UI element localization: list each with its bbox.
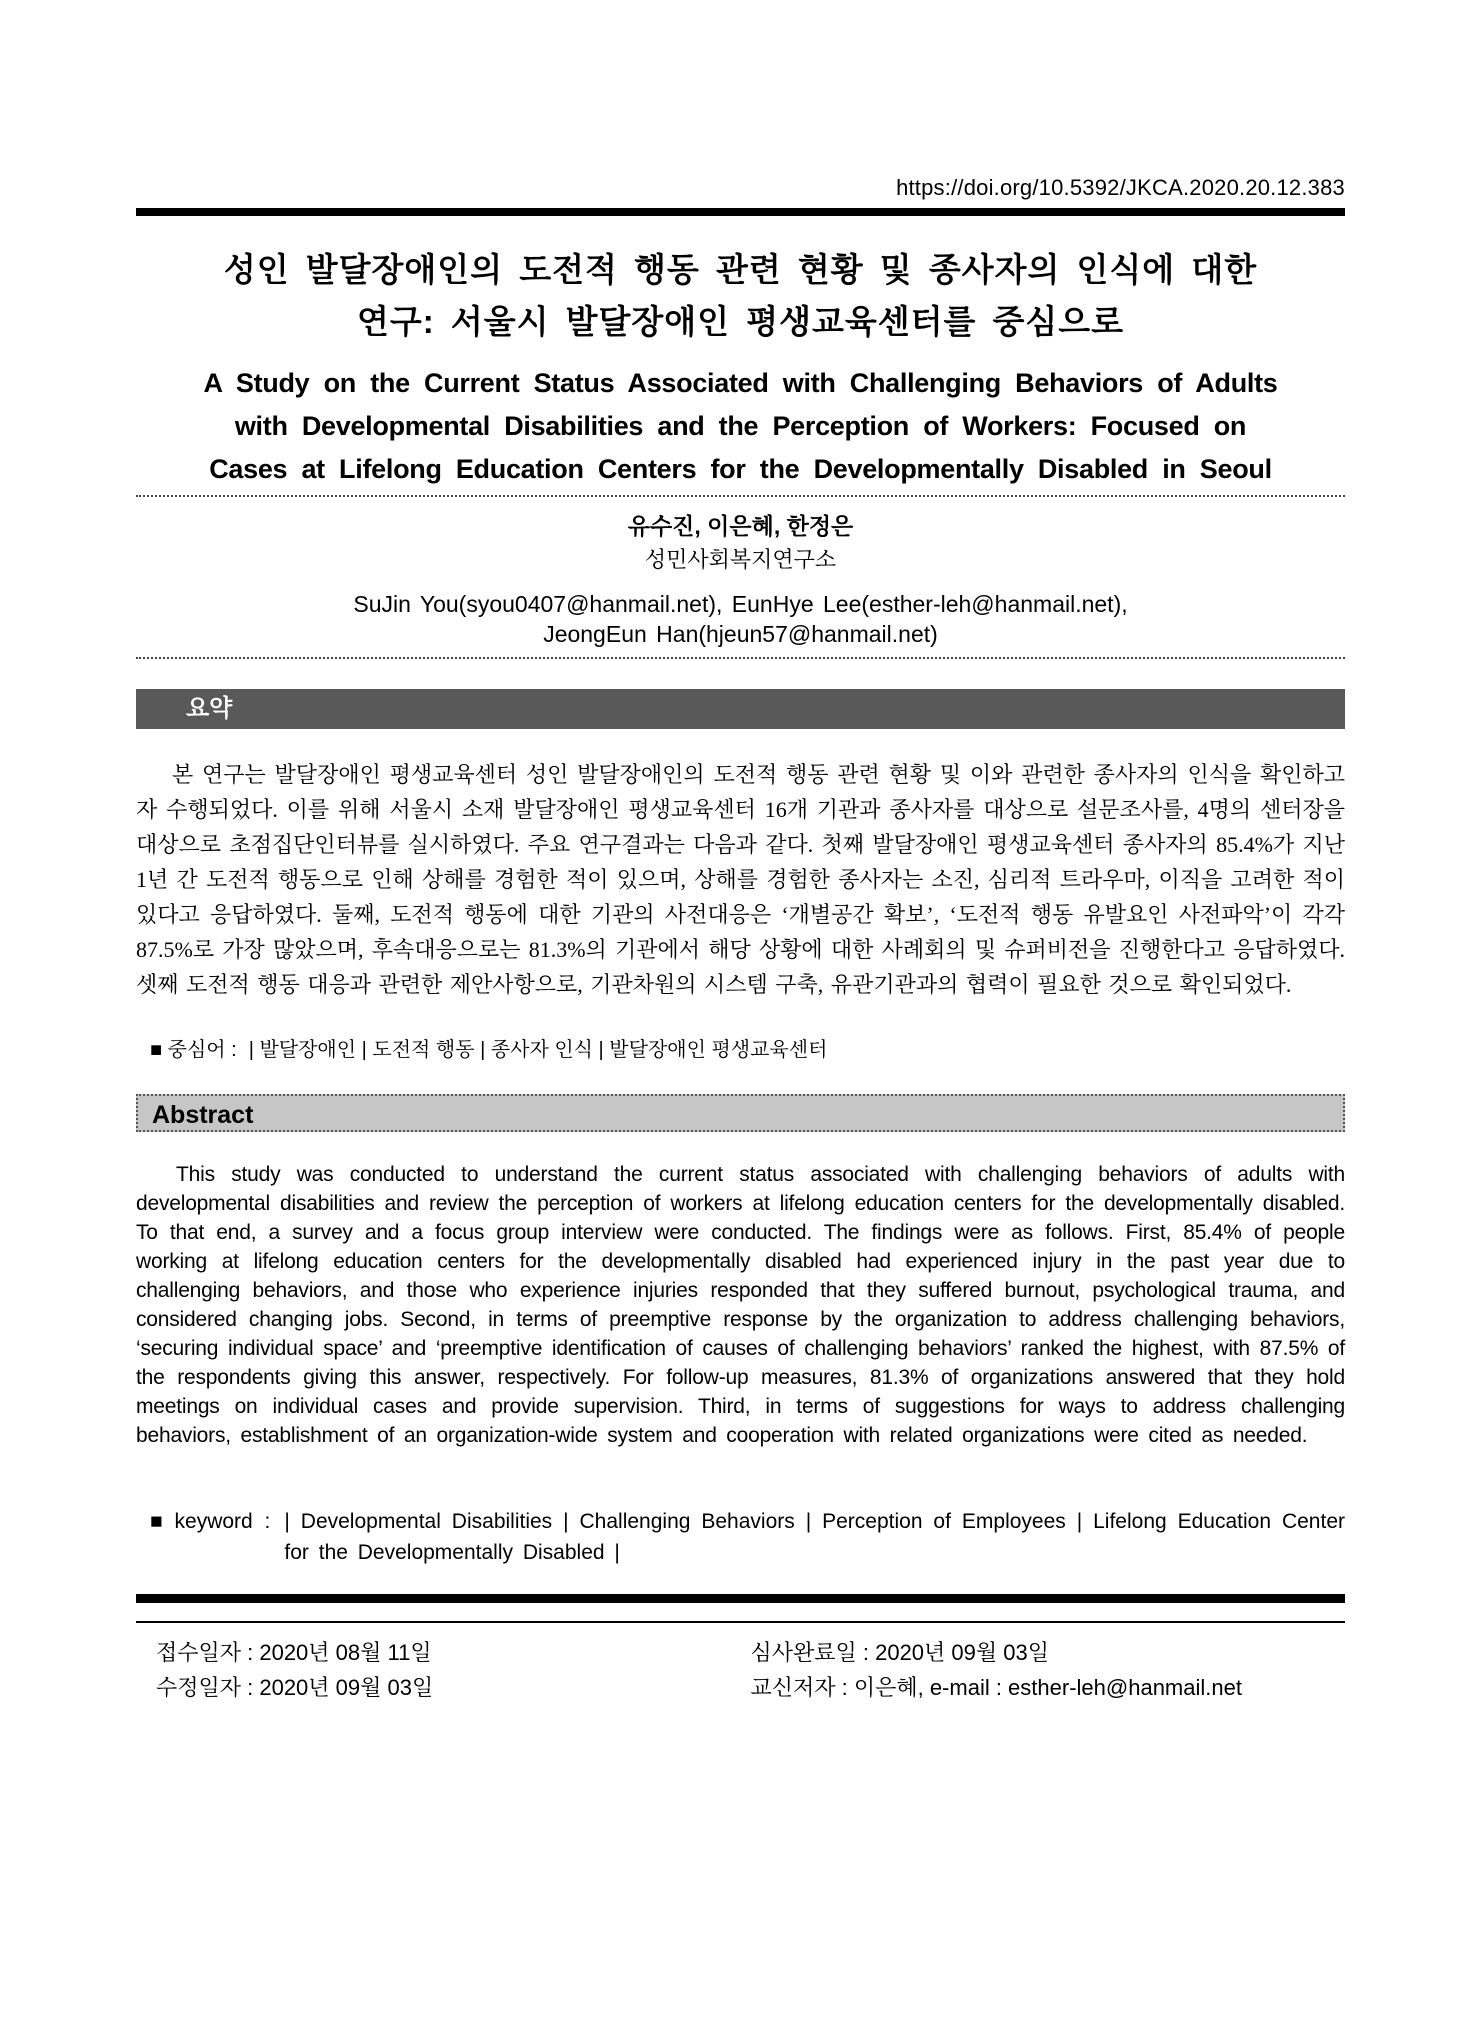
- header-rule: [136, 208, 1345, 216]
- doi-link[interactable]: https://doi.org/10.5392/JKCA.2020.20.12.383: [896, 175, 1345, 200]
- received-date: 접수일자 : 2020년 08월 11일: [156, 1640, 432, 1665]
- summary-heading: 요약: [186, 695, 233, 722]
- abstract-keywords-label: ■ keyword :: [150, 1510, 271, 1533]
- abstract-section-header: [136, 1094, 1345, 1132]
- paper-title-english-line2: with Developmental Disabilities and the Perception of Workers: Focused on: [234, 411, 1247, 441]
- paper-title-korean-line1: 성인 발달장애인의 도전적 행동 관련 현황 및 종사자의 인식에 대한: [223, 251, 1258, 288]
- paper-title-korean: [136, 244, 1345, 348]
- paper-content: [136, 176, 1345, 1705]
- paper-title-korean-line2: 연구: 서울시 발달장애인 평생교육센터를 중심으로: [356, 303, 1125, 340]
- authors-english-line2: JeongEun Han(hjeun57@hanmail.net): [543, 621, 938, 647]
- authors-english-emails: [136, 589, 1345, 649]
- abstract-keywords-text: | Developmental Disabilities | Challenging Behaviors | Perception of Employees | Lifelong Education Center for the Developmentally Disabled |: [284, 1510, 1345, 1564]
- revised-date: 수정일자 : 2020년 09월 03일: [156, 1675, 434, 1700]
- abstract-keywords-row: [150, 1506, 1345, 1568]
- authors-korean: 유수진, 이은혜, 한정은: [627, 513, 854, 539]
- summary-body: 본 연구는 발달장애인 평생교육센터 성인 발달장애인의 도전적 행동 관련 현황 및 이와 관련한 종사자의 인식을 확인하고자 수행되었다. 이를 위해 서울시 소재 발달장애인 평생교육센터 16개 기관과 종사자를 대상으로 설문조사를, 4명의 센터장을 대상으로 초점집단인터뷰를 실시하였다. 주요 연구결과는 다음과 같다. 첫째 발달장애인 평생교육센터 종사자의 85.4%가 지난 1년 간 도전적 행동으로 인해 상해를 경험한 적이 있으며, 상해를 경험한 종사자는 소진, 심리적 트라우마, 이직을 고려한 적이 있다고 응답하였다. 둘째, 도전적 행동에 대한 기관의 사전대응은 ‘개별공간 확보’, ‘도전적 행동 유발요인 사전파악’이 각각 87.5%로 가장 많았으며, 후속대응으로는 81.3%의 기관에서 해당 상황에 대한 사례회의 및 슈퍼비전을 진행한다고 응답하였다. 셋째 도전적 행동 대응과 관련한 제안사항으로, 기관차원의 시스템 구축, 유관기관과의 협력이 필요한 것으로 확인되었다.: [136, 762, 1345, 997]
- summary-keywords-text: | 발달장애인 | 도전적 행동 | 종사자 인식 | 발달장애인 평생교육센터: [248, 1039, 828, 1061]
- affiliation: 성민사회복지연구소: [644, 547, 837, 572]
- review-completed-date: 심사완료일 : 2020년 09월 03일: [750, 1640, 1049, 1665]
- footer-rule-thick: [136, 1594, 1345, 1603]
- title-separator-dotted: [136, 495, 1345, 497]
- summary-section-header: [136, 689, 1345, 729]
- paper-title-english: [136, 362, 1345, 491]
- authors-separator-dotted: [136, 657, 1345, 659]
- paper-title-english-line3: Cases at Lifelong Education Centers for the Developmentally Disabled in Seoul: [209, 454, 1272, 484]
- authors-english-line1: SuJin You(syou0407@hanmail.net), EunHye Lee(esther-leh@hanmail.net),: [353, 591, 1128, 617]
- summary-keywords-row: [150, 1036, 1345, 1064]
- summary-keywords-label: ■ 중심어 :: [150, 1039, 237, 1061]
- abstract-body: This study was conducted to understand the current status associated with challenging behaviors of adults with developmental disabilities and review the perception of workers at lifelong education centers for the developmentally disabled. To that end, a survey and a focus group interview were conducted. The findings were as follows. First, 85.4% of people working at lifelong education centers for the developmentally disabled had experienced injury in the past year due to challenging behaviors, and those who experience injuries responded that they suffered burnout, psychological trauma, and considered changing jobs. Second, in terms of preemptive response by the organization to address challenging behaviors, ‘securing individual space’ and ‘preemptive identification of causes of challenging behaviors’ ranked the highest, with 87.5% of the respondents giving this answer, respectively. For follow-up measures, 81.3% of organizations answered that they hold meetings on individual cases and provide supervision. Third, in terms of suggestions for ways to address challenging behaviors, establishment of an organization-wide system and cooperation with related organizations were cited as needed.: [136, 1163, 1345, 1447]
- submission-dates: [136, 1635, 1345, 1705]
- footer-rule-thin: [136, 1621, 1345, 1623]
- paper-title-english-line1: A Study on the Current Status Associated with Challenging Behaviors of Adults: [203, 368, 1278, 398]
- corresponding-author: 교신저자 : 이은혜, e-mail : esther-leh@hanmail.net: [750, 1675, 1242, 1700]
- abstract-heading: Abstract: [152, 1101, 254, 1129]
